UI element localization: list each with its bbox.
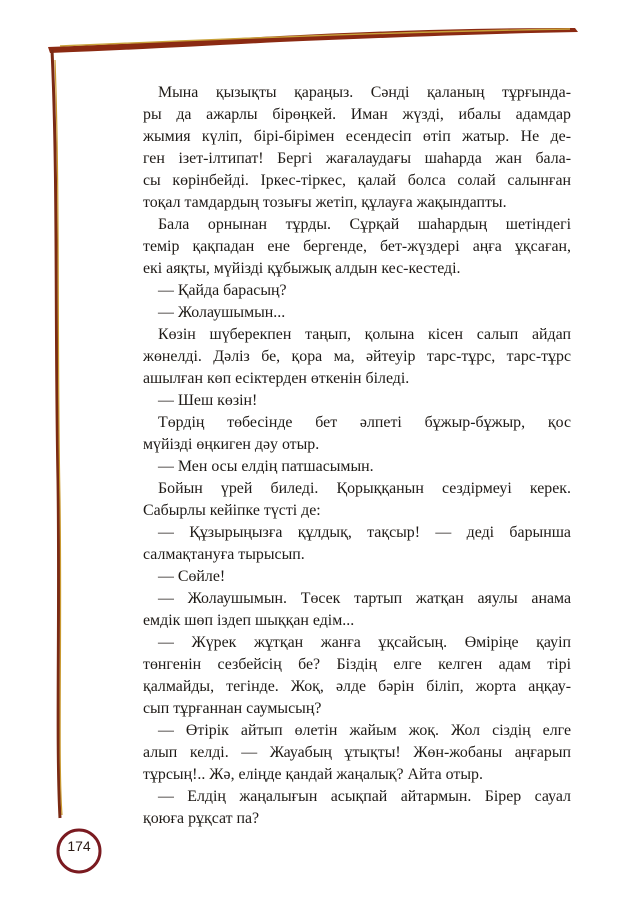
text-line: Сабырлы кейіпке түсті де: [143,502,321,519]
page-number: 174 [67,838,91,854]
dialogue-line: — Сөйле! [158,568,226,585]
text-line: Мына қызықты қараңыз. Сәнді қаланың тұрғында- [158,84,571,101]
text-line: Көзін шүберекпен таңып, қолына кісен салып айдап [158,326,571,343]
text-line: Бойын үрей биледі. Қорыққанын сездірмеуі керек. [158,480,571,497]
text-line: жымия күліп, бірі-бірімен есендесіп өтіп жатыр. Не де- [143,128,571,145]
dialogue-line: — Елдің жаңалығын асықпай айтармын. Бірер сауал [158,788,571,805]
text-line: ген ізет-ілтипат! Бергі жағалаудағы шаһарда жан бала- [143,150,571,167]
text-line: сы көрінбейді. Іркес-тіркес, қалай болса солай салынған [143,172,571,189]
dialogue-line: — Жолаушымын... [158,304,286,321]
text-line: Төрдің төбесінде бет әлпеті бұжыр-бұжыр, қос [158,414,571,431]
text-line: екі аяқты, мүйізді құбыжық алдын кес-кестеді. [143,260,461,277]
text-line: емдік шөп іздеп шыққан едім... [143,612,355,629]
dialogue-line: — Шеш көзін! [158,392,258,409]
top-border-stroke [48,28,578,53]
text-line: ашылған көп есіктерден өткенін біледі. [143,370,410,387]
text-line: сып тұрғаннан саумысың? [143,700,322,717]
text-line: жөнелді. Дәліз бе, қора ма, әйтеуір тарс-тұрс, тарс-тұрс [143,348,571,365]
dialogue-line: — Қайда барасың? [158,282,287,299]
dialogue-line: — Мен осы елдің патшасымын. [158,458,374,475]
page-body-text [143,82,571,830]
text-line: тұрсың!.. Жә, еліңде қандай жаңалық? Айта отыр. [143,766,483,783]
text-line: салмақтануға тырысып. [143,546,305,563]
dialogue-line: — Өтірік айтып өлетін жайым жоқ. Жол сіздің елге [158,722,571,739]
text-line: қалмайды, тегінде. Жоқ, әлде бәрін біліп, жорта аңқау- [143,678,571,695]
text-line: мүйізді өңкиген дәу отыр. [143,436,320,453]
text-line: алып келді. — Жауабың ұтықты! Жөн-жобаны аңғарып [143,744,571,761]
text-line: ры да ажарлы бірөңкей. Иман жүзді, ибалы адамдар [143,106,571,123]
dialogue-line: — Жүрек жұтқан жанға ұқсайсың. Өміріңе қауіп [158,634,571,651]
text-line: төнгенін сезбейсің бе? Біздің елге келген адам тірі [143,656,571,673]
dialogue-line: — Құзырыңызға құлдық, тақсыр! — деді барынша [158,524,571,541]
text-line: қоюға рұқсат па? [143,810,260,827]
text-line: Бала орнынан тұрды. Сұрқай шаһардың шетіндегі [158,216,571,233]
text-line: тоқал тамдардың тозығы жетіп, құлауға жақындапты. [143,194,507,211]
dialogue-line: — Жолаушымын. Төсек тартып жатқан аяулы анама [158,590,571,607]
text-line: темір қақпадан ене бергенде, бет-жүздері аңға ұқсаған, [143,238,571,255]
